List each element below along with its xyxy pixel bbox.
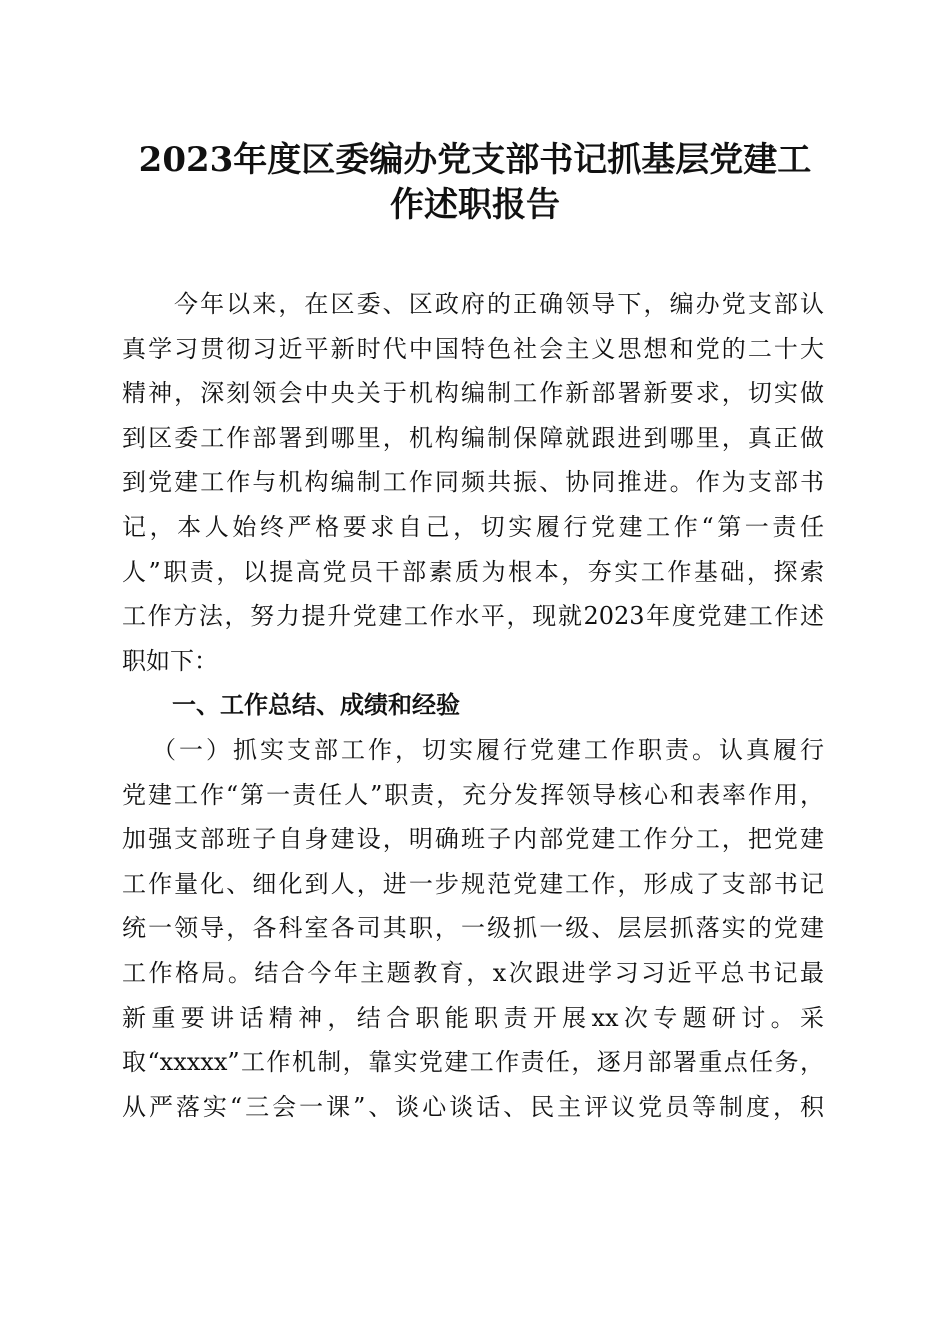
paragraph-line: 真学习贯彻习近平新时代中国特色社会主义思想和党的二十大 [122,334,824,363]
paragraph-line: 统一领导，各科室各司其职，一级抓一级、层层抓落实的党建 [122,914,824,943]
paragraph-line: 今年以来，在区委、区政府的正确领导下，编办党支部认 [174,290,824,318]
paragraph-line: 新重要讲话精神，结合职能职责开展xx次专题研讨。采 [122,1003,824,1032]
section-heading: 一、工作总结、成绩和经验 [172,691,460,720]
paragraph-line: 到党建工作与机构编制工作同频共振、协同推进。作为支部书 [122,468,824,497]
paragraph-line: （一）抓实支部工作，切实履行党建工作职责。认真履行 [152,735,824,764]
paragraph-line: 工作格局。结合今年主题教育，x次跟进学习习近平总书记最 [122,958,824,987]
paragraph-line: 人”职责，以提高党员干部素质为根本，夯实工作基础，探索 [122,557,824,586]
paragraph-line: 党建工作“第一责任人”职责，充分发挥领导核心和表率作用， [122,780,824,809]
paragraph-line: 工作方法，努力提升党建工作水平，现就2023年度党建工作述 [122,602,824,631]
document-title-line-2: 作述职报告 [390,185,560,225]
paragraph-line: 从严落实“三会一课”、谈心谈话、民主评议党员等制度，积 [122,1092,824,1121]
paragraph-line: 记，本人始终严格要求自己，切实履行党建工作“第一责任 [122,512,824,541]
paragraph-line: 精神，深刻领会中央关于机构编制工作新部署新要求，切实做 [122,379,824,408]
document-title-line-1: 2023年度区委编办党支部书记抓基层党建工 [138,140,812,180]
document-body [122,282,824,1129]
paragraph-line: 职如下： [122,646,218,675]
paragraph-line: 取“xxxxx”工作机制，靠实党建工作责任，逐月部署重点任务， [122,1048,824,1077]
paragraph-line: 加强支部班子自身建设，明确班子内部党建工作分工，把党建 [122,825,824,854]
paragraph-line: 工作量化、细化到人，进一步规范党建工作，形成了支部书记 [122,869,824,898]
paragraph-line: 到区委工作部署到哪里，机构编制保障就跟进到哪里，真正做 [122,423,824,452]
